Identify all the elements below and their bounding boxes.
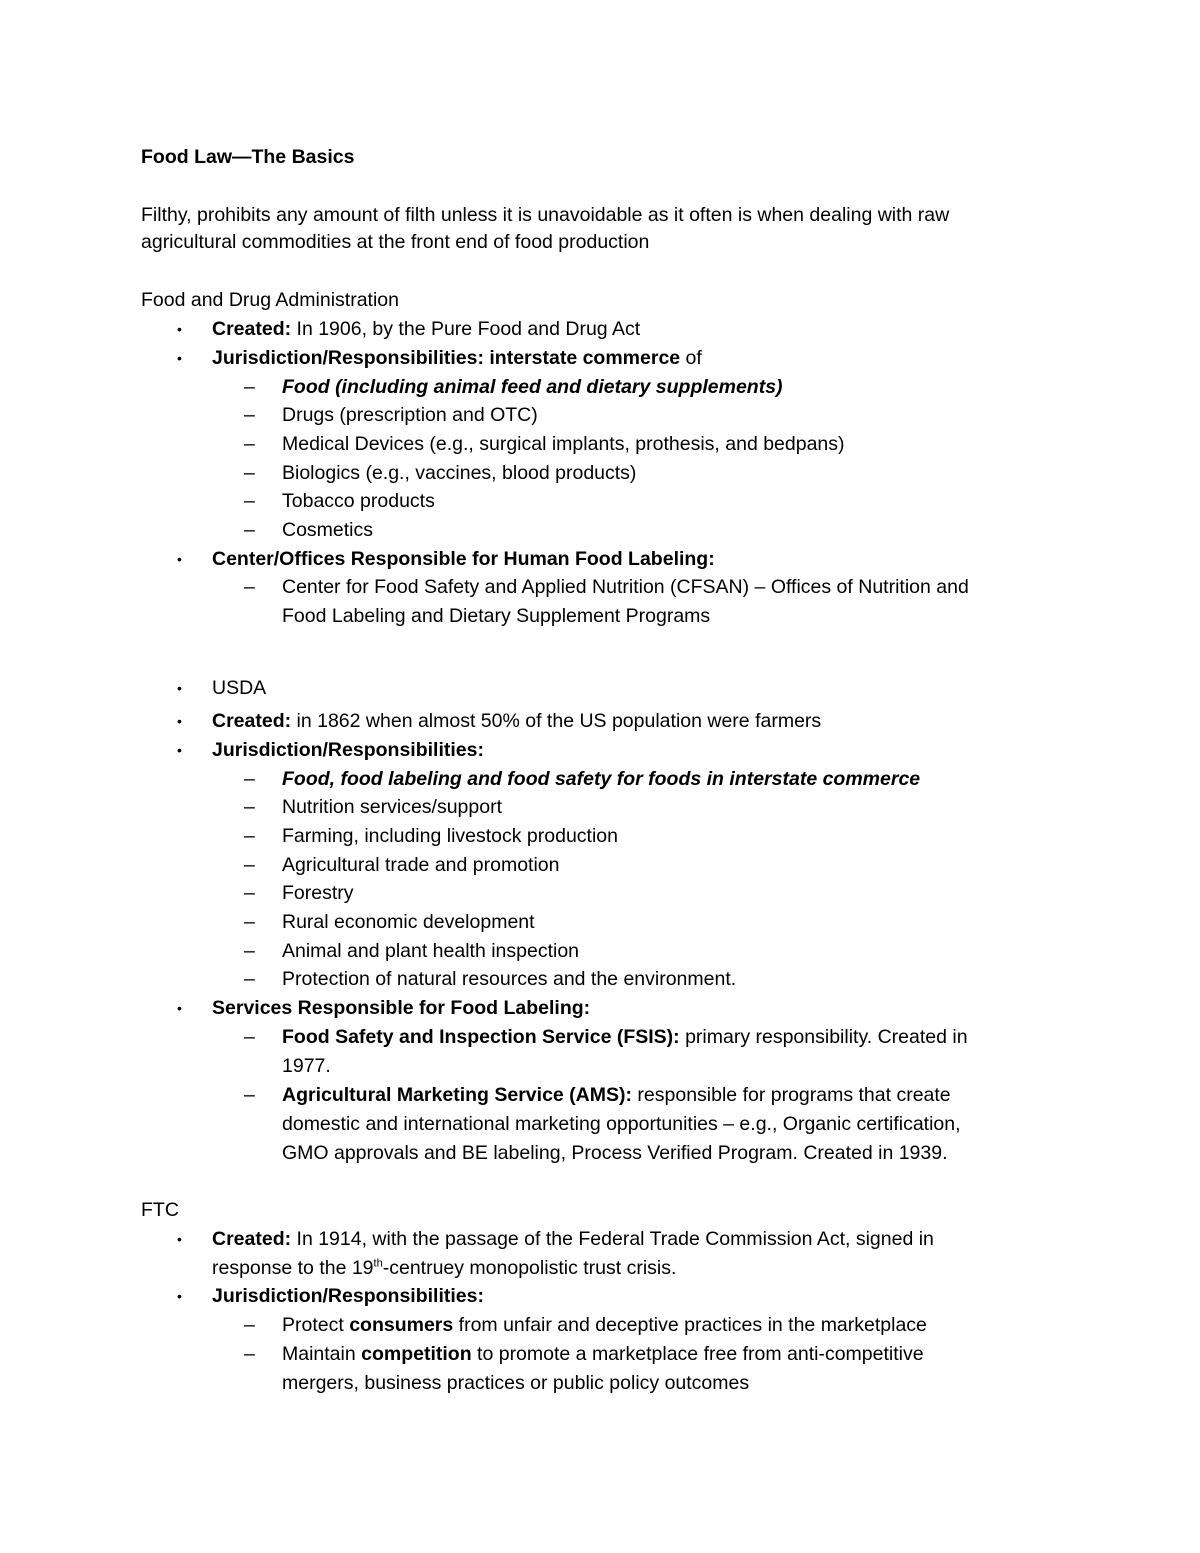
usda-created-label: Created:: [212, 710, 292, 732]
dash-marker: –: [244, 404, 255, 426]
ftc-jurisdiction-label: Jurisdiction/Responsibilities:: [212, 1285, 484, 1307]
fda-created: [212, 317, 640, 341]
usda-services-label: Services Responsible for Food Labeling:: [212, 997, 591, 1019]
usda-ams-text: responsible for programs that create: [632, 1084, 951, 1106]
dash-marker: –: [244, 1084, 255, 1106]
dash-marker: –: [244, 576, 255, 598]
dash-marker: –: [244, 433, 255, 455]
fda-heading: Food and Drug Administration: [141, 289, 399, 311]
dash-marker: –: [244, 911, 255, 933]
intro-line-2: agricultural commodities at the front end of food production: [141, 231, 650, 253]
ftc-created-label: Created:: [212, 1228, 292, 1250]
dash-marker: –: [244, 825, 255, 847]
fda-jurisdiction-label: Jurisdiction/Responsibilities: interstate commerce: [212, 347, 681, 369]
dash-marker: –: [244, 1026, 255, 1048]
usda-created: [212, 709, 821, 733]
dash-marker: –: [244, 462, 255, 484]
dash-marker: –: [244, 490, 255, 512]
usda-ams-label: Agricultural Marketing Service (AMS):: [282, 1084, 632, 1106]
fda-item: Biologics (e.g., vaccines, blood products): [282, 462, 637, 484]
usda-fsis-line-1: [282, 1025, 968, 1049]
usda-item: Farming, including livestock production: [282, 825, 618, 847]
usda-fsis-line-2: 1977.: [282, 1055, 331, 1077]
bullet-marker: •: [177, 742, 182, 758]
dash-marker: –: [244, 854, 255, 876]
usda-ams-line-1: [282, 1083, 951, 1107]
ftc-protect-c: from unfair and deceptive practices in the marketplace: [453, 1314, 927, 1336]
dash-marker: –: [244, 796, 255, 818]
dash-marker: –: [244, 968, 255, 990]
usda-item: Protection of natural resources and the environment.: [282, 968, 737, 990]
usda-fsis-label: Food Safety and Inspection Service (FSIS):: [282, 1026, 680, 1048]
bullet-marker: •: [177, 713, 182, 729]
dash-marker: –: [244, 519, 255, 541]
ftc-maintain-line-2: mergers, business practices or public policy outcomes: [282, 1372, 750, 1394]
ftc-protect-a: Protect: [282, 1314, 350, 1336]
fda-center-item-line-2: Food Labeling and Dietary Supplement Programs: [282, 605, 711, 627]
ftc-maintain-b: competition: [361, 1343, 472, 1365]
usda-jurisdiction-label: Jurisdiction/Responsibilities:: [212, 739, 484, 761]
usda-ams-line-3: GMO approvals and BE labeling, Process Verified Program. Created in 1939.: [282, 1142, 948, 1164]
ftc-maintain-a: Maintain: [282, 1343, 362, 1365]
ftc-created-text-2b: -centruey monopolistic trust crisis.: [382, 1257, 677, 1279]
ftc-created-text: In 1914, with the passage of the Federal Trade Commission Act, signed in: [291, 1228, 934, 1250]
usda-created-text: in 1862 when almost 50% of the US population were farmers: [291, 710, 822, 732]
fda-item: Food (including animal feed and dietary supplements): [282, 376, 783, 398]
usda-item: Animal and plant health inspection: [282, 940, 580, 962]
bullet-marker: •: [177, 680, 182, 696]
dash-marker: –: [244, 1343, 255, 1365]
dash-marker: –: [244, 376, 255, 398]
usda-item: Nutrition services/support: [282, 796, 503, 818]
usda-item: Forestry: [282, 882, 354, 904]
ftc-protect-line: [282, 1313, 927, 1337]
dash-marker: –: [244, 768, 255, 790]
usda-item: Agricultural trade and promotion: [282, 854, 560, 876]
ftc-heading: FTC: [141, 1199, 179, 1221]
fda-jurisdiction: [212, 346, 702, 370]
bullet-marker: •: [177, 1288, 182, 1304]
bullet-marker: •: [177, 321, 182, 337]
fda-center-item-line-1: Center for Food Safety and Applied Nutrition (CFSAN) – Offices of Nutrition and: [282, 576, 969, 598]
dash-marker: –: [244, 1314, 255, 1336]
usda-ams-line-2: domestic and international marketing opportunities – e.g., Organic certification,: [282, 1113, 961, 1135]
bullet-marker: •: [177, 1000, 182, 1016]
fda-item: Cosmetics: [282, 519, 374, 541]
bullet-marker: •: [177, 551, 182, 567]
fda-center-label: Center/Offices Responsible for Human Food Labeling:: [212, 548, 715, 570]
ftc-maintain-line-1: [282, 1342, 924, 1366]
usda-heading: USDA: [212, 677, 267, 699]
fda-item: Tobacco products: [282, 490, 435, 512]
ftc-maintain-c: to promote a marketplace free from anti-competitive: [471, 1343, 924, 1365]
bullet-marker: •: [177, 350, 182, 366]
usda-fsis-text: primary responsibility. Created in: [679, 1026, 968, 1048]
ftc-created-text-2a: response to the 19: [212, 1257, 374, 1279]
usda-item: Rural economic development: [282, 911, 535, 933]
dash-marker: –: [244, 940, 255, 962]
dash-marker: –: [244, 882, 255, 904]
fda-item: Drugs (prescription and OTC): [282, 404, 538, 426]
fda-jurisdiction-text: of: [680, 347, 702, 369]
bullet-marker: •: [177, 1231, 182, 1247]
ftc-created-sup: th: [373, 1257, 383, 1270]
fda-item: Medical Devices (e.g., surgical implants, prothesis, and bedpans): [282, 433, 845, 455]
fda-created-text: In 1906, by the Pure Food and Drug Act: [291, 318, 641, 340]
ftc-created-line-1: [212, 1227, 934, 1251]
usda-item: Food, food labeling and food safety for foods in interstate commerce: [282, 768, 921, 790]
document-title: Food Law—The Basics: [141, 146, 355, 168]
intro-line-1: Filthy, prohibits any amount of filth unless it is unavoidable as it often is when dealing with raw: [141, 204, 950, 226]
ftc-protect-b: consumers: [349, 1314, 454, 1336]
ftc-created-line-2: [212, 1256, 676, 1280]
fda-created-label: Created:: [212, 318, 292, 340]
